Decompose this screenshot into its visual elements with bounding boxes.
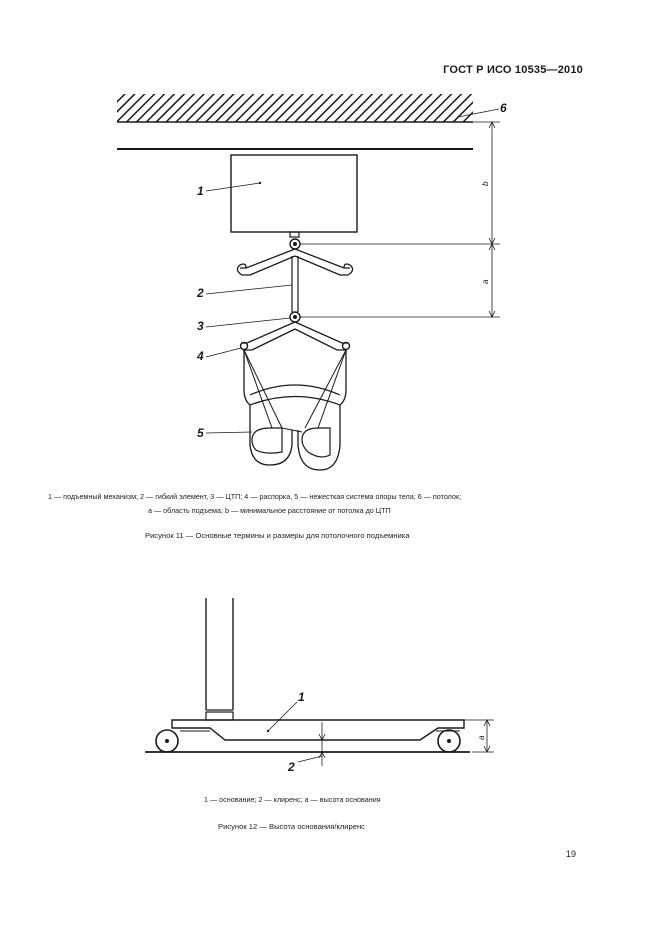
document-header: ГОСТ Р ИСО 10535—2010 <box>443 64 583 76</box>
figure-12-legend: 1 — основание; 2 — клиренс; a — высота основания <box>204 795 381 804</box>
label-3: 3 <box>197 319 204 333</box>
fig12-dim-a-label: a <box>477 735 486 740</box>
dim-b-label: b <box>481 181 490 186</box>
ceiling-hatch <box>117 94 473 122</box>
label-4: 4 <box>197 349 204 363</box>
label-2: 2 <box>197 286 204 300</box>
figure-11-legend <box>48 490 618 518</box>
sling-outline <box>244 350 292 465</box>
figure-12-caption: Рисунок 12 — Высота основания/клиренс <box>218 822 365 831</box>
legend-11-line2: a — область подъема; b — минимальное расстояние от потолка до ЦТП <box>148 506 391 515</box>
page-number: 19 <box>565 849 576 859</box>
figure-12-drawing <box>0 590 661 790</box>
label-1: 1 <box>197 184 204 198</box>
figure-11-caption: Рисунок 11 — Основные термины и размеры для потолочного подъемника <box>145 531 410 540</box>
label-5: 5 <box>197 426 204 440</box>
legend-11-line1: 1 — подъемный механизм; 2 — гибкий элемент, 3 — ЦТП; 4 — распорка, 5 — нежесткая система опоры тела; 6 — потолок; <box>48 492 462 501</box>
base-outline <box>172 720 464 740</box>
lifting-mechanism-box <box>231 155 357 232</box>
fig12-label-2: 2 <box>288 760 295 774</box>
dim-a-label: a <box>481 279 490 284</box>
label-6: 6 <box>500 101 507 115</box>
fig12-label-1: 1 <box>298 690 305 704</box>
